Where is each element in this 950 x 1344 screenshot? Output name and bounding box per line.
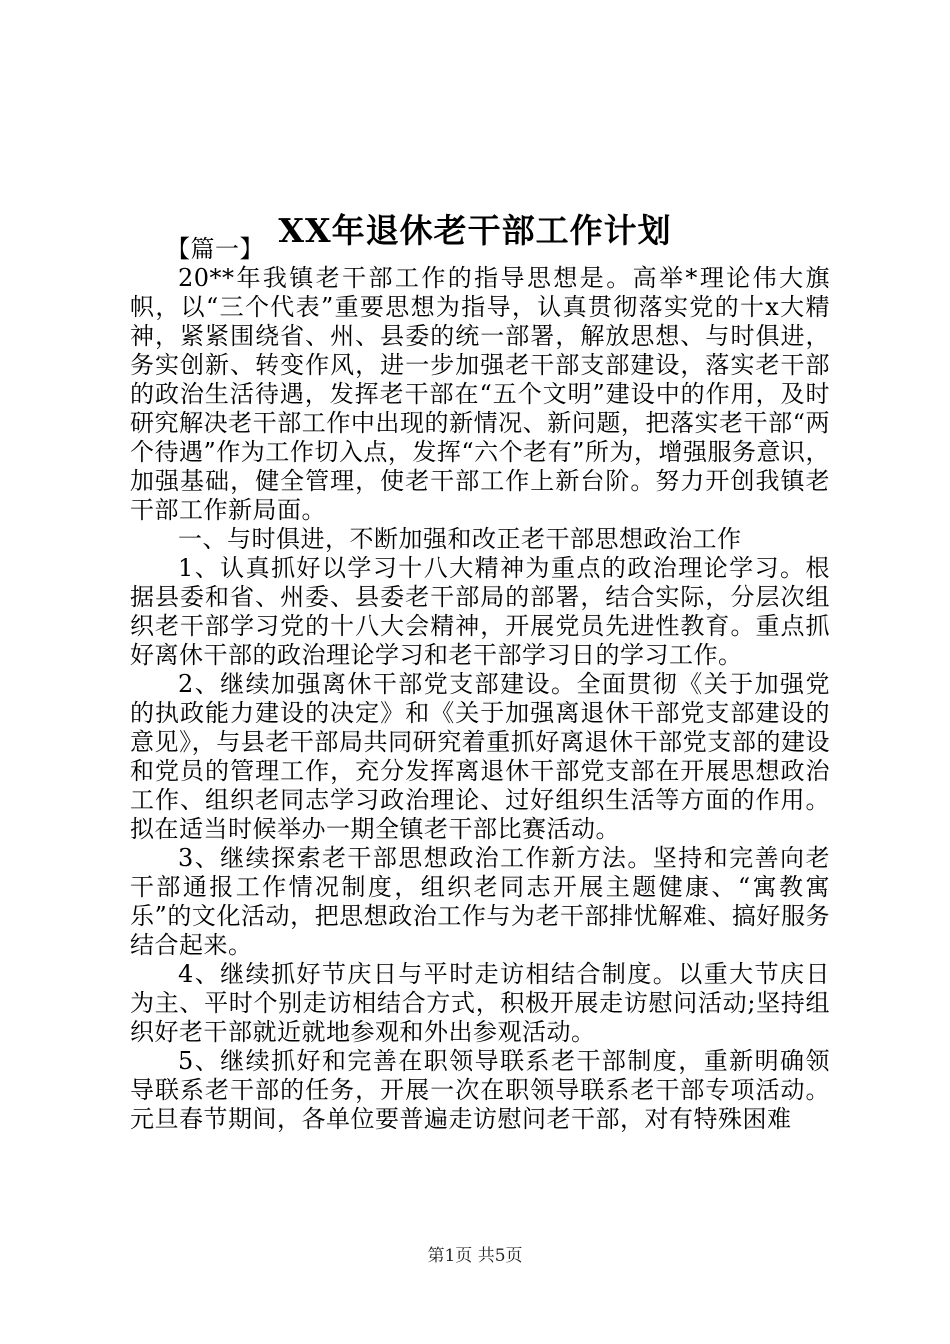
paragraph-item-5: 5、继续抓好和完善在职领导联系老干部制度，重新明确领导联系老干部的任务，开展一次在职领导联系老干部专项活动。元旦春节期间，各单位要普遍走访慰问老干部，对有特殊困难: [130, 1047, 830, 1133]
paragraph-guiding-thought: 20**年我镇老干部工作的指导思想是。高举*理论伟大旗帜，以“三个代表”重要思想为指导，认真贯彻落实党的十x大精神，紧紧围绕省、州、县委的统一部署，解放思想、与时俱进，务实创新、转变作风，进一步加强老干部支部建设，落实老干部的政治生活待遇，发挥老干部在“五个文明”建设中的作用，及时研究解决老干部工作中出现的新情况、新问题，把落实老干部“两个待遇”作为工作切入点，发挥“六个老有”所为，增强服务意识，加强基础，健全管理，使老干部工作上新台阶。努力开创我镇老干部工作新局面。: [130, 264, 830, 524]
section-heading-1: 一、与时俱进，不断加强和改正老干部思想政治工作: [178, 525, 742, 553]
paragraph-item-3: 3、继续探索老干部思想政治工作新方法。坚持和完善向老干部通报工作情况制度，组织老同志开展主题健康、“寓教寓乐”的文化活动，把思想政治工作与为老干部排忧解难、搞好服务结合起来。: [130, 844, 830, 959]
paragraph-item-2: 2、继续加强离休干部党支部建设。全面贯彻《关于加强党的执政能力建设的决定》和《关于加强离退休干部党支部建设的意见》，与县老干部局共同研究着重抓好离退休干部党支部的建设和党员的管理工作，充分发挥离退休干部党支部在开展思想政治工作、组织老同志学习政治理论、过好组织生活等方面的作用。拟在适当时候举办一期全镇老干部比赛活动。: [130, 670, 830, 843]
section-label: 【篇一】: [166, 235, 264, 263]
document-body: [130, 235, 830, 1134]
paragraph-item-1: 1、认真抓好以学习十八大精神为重点的政治理论学习。根据县委和省、州委、县委老干部局的部署，结合实际，分层次组织老干部学习党的十八大会精神，开展党员先进性教育。重点抓好离休干部的政治理论学习和老干部学习日的学习工作。: [130, 554, 830, 669]
page-number-footer: 第1页 共5页: [427, 1246, 523, 1266]
document-title: XX年退休老干部工作计划: [278, 211, 672, 251]
paragraph-item-4: 4、继续抓好节庆日与平时走访相结合制度。以重大节庆日为主、平时个别走访相结合方式，积极开展走访慰问活动;坚持组织好老干部就近就地参观和外出参观活动。: [130, 960, 830, 1046]
